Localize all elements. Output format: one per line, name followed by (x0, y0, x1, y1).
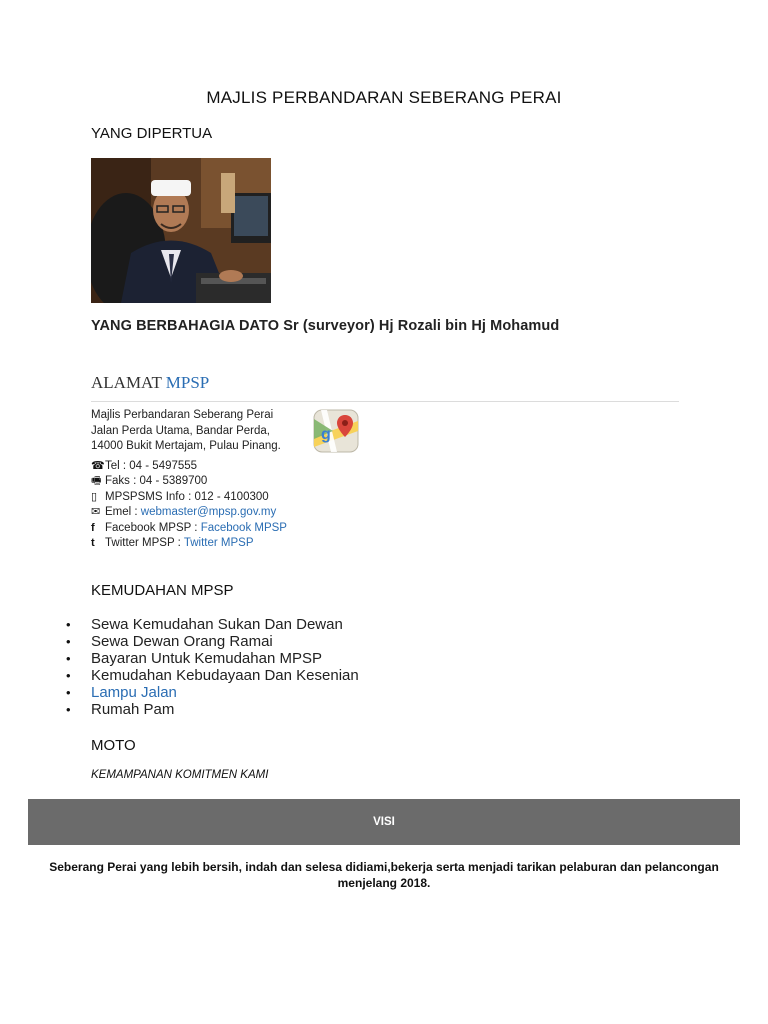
twitter-line (91, 536, 287, 552)
facilities-list (66, 616, 359, 718)
yang-dipertua-name: YANG BERBAHAGIA DATO Sr (surveyor) Hj Rozali bin Hj Mohamud (91, 318, 560, 334)
kemudahan-heading: KEMUDAHAN MPSP (91, 582, 234, 599)
list-item (66, 701, 359, 718)
phone-icon: ☎ (91, 459, 105, 472)
yang-dipertua-photo (91, 158, 271, 303)
address-line-1: Majlis Perbandaran Seberang Perai (91, 409, 274, 421)
moto-heading: MOTO (91, 737, 136, 754)
emel-label: Emel : (105, 506, 138, 518)
list-item (66, 684, 359, 701)
facility-rumah-pam[interactable]: Rumah Pam (91, 701, 175, 718)
facebook-label: Facebook MPSP : (105, 521, 198, 534)
tel-line (91, 459, 287, 475)
address-line-2: Jalan Perda Utama, Bandar Perda, (91, 424, 270, 437)
sms-line (91, 490, 287, 506)
emel-line (91, 505, 287, 521)
facility-kebudayaan[interactable]: Kemudahan Kebudayaan Dan Kesenian (91, 667, 359, 684)
list-item (66, 633, 359, 650)
faks-line (91, 474, 287, 490)
envelope-icon: ✉ (91, 506, 101, 518)
tel-text: Tel : 04 - 5497555 (105, 459, 198, 472)
yang-dipertua-heading: YANG DIPERTUA (91, 125, 213, 142)
facility-bayaran[interactable]: Bayaran Untuk Kemudahan MPSP (91, 650, 322, 667)
facebook-link[interactable]: Facebook MPSP (200, 521, 287, 534)
alamat-heading-prefix: ALAMAT (91, 373, 162, 392)
facebook-line (91, 521, 287, 537)
visi-banner: VISI (28, 799, 740, 845)
twitter-link[interactable]: Twitter MPSP (183, 537, 254, 549)
list-item (66, 667, 359, 684)
sms-text: MPSPSMS Info : 012 - 4100300 (105, 490, 269, 503)
list-item (66, 650, 359, 667)
mobile-icon: ▯ (91, 490, 98, 503)
address-block (91, 408, 287, 552)
page-title: MAJLIS PERBANDARAN SEBERANG PERAI (206, 88, 562, 107)
moto-text: KEMAMPANAN KOMITMEN KAMI (91, 769, 269, 781)
alamat-heading-accent: MPSP (165, 373, 210, 392)
alamat-heading (91, 373, 209, 393)
section-divider (91, 401, 679, 402)
list-item (66, 616, 359, 633)
facility-dewan-orang-ramai[interactable]: Sewa Dewan Orang Ramai (91, 633, 273, 650)
address-line-3: 14000 Bukit Mertajam, Pulau Pinang. (91, 440, 281, 452)
facility-lampu-jalan-link[interactable]: Lampu Jalan (91, 684, 177, 701)
facebook-icon: f (91, 521, 95, 534)
facility-sukan-dewan[interactable]: Sewa Kemudahan Sukan Dan Dewan (91, 616, 343, 633)
svg-text:g: g (321, 426, 331, 443)
fax-icon: 🖷 (91, 475, 102, 487)
twitter-icon: t (91, 537, 95, 549)
google-maps-icon[interactable] (313, 409, 359, 453)
twitter-label: Twitter MPSP : (105, 537, 181, 549)
faks-text: Faks : 04 - 5389700 (105, 475, 208, 487)
emel-link[interactable]: webmaster@mpsp.gov.my (140, 506, 277, 518)
visi-text: Seberang Perai yang lebih bersih, indah dan selesa didiami,bekerja serta menjadi tarikan pelaburan dan pelancongan menjelang 2018. (49, 860, 719, 890)
